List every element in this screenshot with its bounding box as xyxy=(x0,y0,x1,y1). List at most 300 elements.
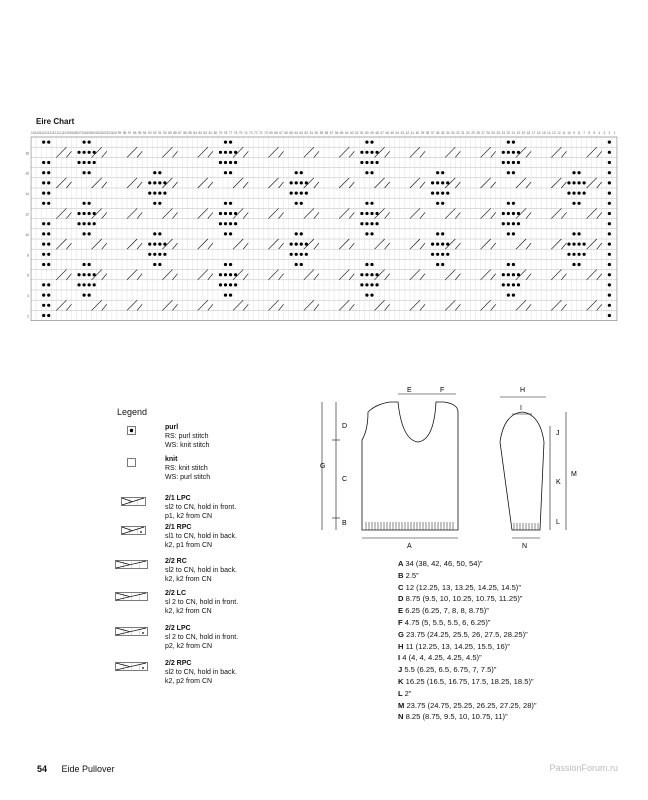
cable-slash xyxy=(208,182,213,188)
legend-item xyxy=(113,624,273,656)
purl-dot xyxy=(431,253,434,256)
purl-dot xyxy=(370,151,373,154)
label-J: J xyxy=(556,430,560,437)
purl-dot xyxy=(507,283,510,286)
purl-dot xyxy=(234,222,237,225)
col-label: 85 xyxy=(188,131,192,135)
purl-dot xyxy=(88,161,91,164)
purl-dot xyxy=(608,222,611,225)
cable-slash xyxy=(137,304,142,310)
purl-dot xyxy=(229,161,232,164)
purl-dot xyxy=(608,283,611,286)
legend-desc: sl2 to CN, hold in front. xyxy=(165,504,237,511)
cable-slash xyxy=(491,151,496,157)
purl-dot xyxy=(47,222,50,225)
legend-symbol xyxy=(115,662,149,672)
chart-grid xyxy=(31,137,617,321)
cable-slash xyxy=(526,243,531,249)
purl-dot xyxy=(42,202,45,205)
sleeve-ribbing xyxy=(514,523,538,530)
col-label: 57 xyxy=(329,131,334,135)
purl-dot xyxy=(42,192,45,195)
purl-dot xyxy=(224,212,227,215)
measurement-value: 4.75 (5, 5.5, 5.5, 6, 6.25)” xyxy=(404,617,491,627)
purl-dot xyxy=(47,294,50,297)
purl-dot xyxy=(365,202,368,205)
cable-slash xyxy=(597,182,602,188)
purl-dot xyxy=(77,283,80,286)
measurement-row xyxy=(398,664,536,676)
purl-dot xyxy=(295,243,298,246)
col-label: 3 xyxy=(603,131,606,135)
purl-dot xyxy=(507,171,510,174)
label-A: A xyxy=(407,543,412,550)
col-label: 51 xyxy=(360,131,364,135)
purl-dot xyxy=(42,304,45,307)
col-label: 93 xyxy=(147,131,152,135)
purl-dot xyxy=(436,181,439,184)
purl-dot xyxy=(42,263,45,266)
col-label: 4 xyxy=(598,131,601,135)
measurement-letter: A xyxy=(398,559,406,568)
purl-dot xyxy=(42,283,45,286)
purl-dot xyxy=(572,181,575,184)
measurement-value: 8.75 (9.5, 10, 10.25, 10.75, 11.25)” xyxy=(405,594,523,604)
purl-dot xyxy=(47,232,50,235)
col-label: 73 xyxy=(248,131,253,135)
purl-dot xyxy=(608,243,611,246)
cable-slash xyxy=(172,182,177,188)
col-label: 15 xyxy=(541,131,546,135)
purl-dot xyxy=(360,212,363,215)
purl-dot xyxy=(82,294,85,297)
purl-dot xyxy=(441,263,444,266)
purl-dot xyxy=(370,141,373,144)
cable-slash xyxy=(597,243,602,249)
cable-slash xyxy=(491,304,496,310)
purl-dot xyxy=(572,192,575,195)
purl-dot xyxy=(88,232,91,235)
purl-dot xyxy=(153,181,156,184)
cable-slash xyxy=(208,274,213,280)
cable-slash xyxy=(314,182,319,188)
measurement-letter: M xyxy=(398,700,407,710)
purl-dot xyxy=(577,171,580,174)
purl-dot xyxy=(431,192,434,195)
purl-dot xyxy=(88,141,91,144)
col-label: 83 xyxy=(198,131,203,135)
purl-dot xyxy=(567,192,570,195)
purl-dot xyxy=(148,243,151,246)
col-label: 25 xyxy=(491,131,495,135)
purl-dot xyxy=(82,232,85,235)
purl-dot xyxy=(295,171,298,174)
purl-dot xyxy=(572,171,575,174)
legend-desc: sl 2 to CN, hold in front. xyxy=(165,599,239,606)
purl-dot xyxy=(572,263,575,266)
cable-slash xyxy=(102,212,107,218)
col-label: 31 xyxy=(461,131,465,135)
purl-dot xyxy=(158,263,161,266)
col-label: 64 xyxy=(294,131,298,135)
col-label: 24 xyxy=(496,131,501,135)
label-N: N xyxy=(522,543,528,550)
purl-dot xyxy=(608,202,611,205)
row-label: 10 xyxy=(25,232,30,237)
col-label: 79 xyxy=(218,131,223,135)
purl-dot xyxy=(375,222,378,225)
purl-dot xyxy=(365,222,368,225)
purl-dot xyxy=(300,192,303,195)
col-label: 92 xyxy=(153,131,157,135)
cable-slash xyxy=(243,151,248,157)
col-label: 17 xyxy=(531,131,536,135)
purl-dot xyxy=(441,243,444,246)
purl-dot xyxy=(370,263,373,266)
col-label: 26 xyxy=(486,131,490,135)
purl-dot xyxy=(360,283,363,286)
measurement-row xyxy=(398,570,536,582)
purl-dot xyxy=(608,314,611,317)
cable-slash xyxy=(455,274,460,280)
col-label: 94 xyxy=(142,131,147,135)
purl-dot xyxy=(517,283,520,286)
purl-dot xyxy=(224,171,227,174)
purl-dot xyxy=(82,222,85,225)
purl-dot xyxy=(88,263,91,266)
purl-dot xyxy=(224,161,227,164)
col-label: 114 xyxy=(41,131,47,135)
purl-dot xyxy=(608,181,611,184)
purl-dot xyxy=(290,181,293,184)
col-label: 2 xyxy=(608,131,611,135)
purl-dot xyxy=(567,243,570,246)
cable-slash xyxy=(279,243,284,249)
cable-slash xyxy=(66,243,71,249)
measurement-value: 34 (38, 42, 46, 50, 54)” xyxy=(405,559,483,568)
purl-dot xyxy=(572,202,575,205)
measurement-row xyxy=(398,688,536,700)
purl-dot xyxy=(572,243,575,246)
purl-dot xyxy=(77,212,80,215)
col-label: 104 xyxy=(91,131,97,135)
col-label: 39 xyxy=(420,131,425,135)
purl-dot xyxy=(300,171,303,174)
measurement-value: 5.5 (6.25, 6.5, 6.75, 7, 7.5)” xyxy=(404,665,497,675)
legend-desc: sl1 to CN, hold in back. xyxy=(165,533,237,540)
purl-dot xyxy=(290,253,293,256)
purl-dot xyxy=(77,151,80,154)
purl-dot xyxy=(577,192,580,195)
col-label: 76 xyxy=(233,131,238,135)
col-label: 45 xyxy=(390,131,394,135)
cable-slash xyxy=(385,212,390,218)
col-label: 27 xyxy=(481,131,485,135)
purl-dot xyxy=(88,202,91,205)
purl-dot xyxy=(229,263,232,266)
col-label: 82 xyxy=(203,131,208,135)
body-ribbing xyxy=(366,522,453,530)
cable-slash xyxy=(420,182,425,188)
purl-dot xyxy=(512,151,515,154)
cable-slash xyxy=(420,243,425,249)
purl-dot xyxy=(441,171,444,174)
col-label: 61 xyxy=(309,131,314,135)
purl-dot xyxy=(229,294,232,297)
cable-slash xyxy=(420,304,425,310)
purl-dot xyxy=(229,273,232,276)
purl-dot xyxy=(82,141,85,144)
legend-name: 2/1 LPC xyxy=(165,495,191,502)
col-label: 8 xyxy=(578,131,580,135)
legend-desc: k2, k2 from CN xyxy=(165,576,212,583)
purl-dot xyxy=(47,202,50,205)
col-label: 67 xyxy=(279,131,283,135)
measurement-letter: N xyxy=(398,712,406,722)
purl-dot xyxy=(608,141,611,144)
row-label: 14 xyxy=(25,192,30,197)
col-label: 77 xyxy=(228,131,233,135)
cable-slash xyxy=(420,212,425,218)
legend-name: 2/1 RPC xyxy=(165,524,192,531)
purl-dot xyxy=(163,192,166,195)
col-label: 98 xyxy=(122,131,127,135)
purl-dot xyxy=(224,141,227,144)
col-label: 102 xyxy=(101,131,107,135)
purl-dot xyxy=(47,192,50,195)
purl-dot xyxy=(153,243,156,246)
purl-dot xyxy=(436,202,439,205)
purl-dot xyxy=(507,141,510,144)
col-label: 75 xyxy=(238,131,243,135)
col-label: 13 xyxy=(552,131,556,135)
cable-slash xyxy=(385,274,390,280)
purl-dot xyxy=(502,273,505,276)
col-label: 21 xyxy=(511,131,516,135)
purl-dot xyxy=(88,222,91,225)
measurement-letter: F xyxy=(398,617,405,627)
measurement-letter: L xyxy=(398,688,405,698)
col-label: 20 xyxy=(516,131,521,135)
cable-slash xyxy=(137,182,142,188)
col-label: 103 xyxy=(96,131,102,135)
col-label: 95 xyxy=(137,131,142,135)
purl-dot xyxy=(436,243,439,246)
col-label: 50 xyxy=(365,131,369,135)
purl-dot xyxy=(158,232,161,235)
legend-item xyxy=(113,589,273,621)
purl-dot xyxy=(507,202,510,205)
purl-dot xyxy=(431,243,434,246)
cable-slash xyxy=(314,274,319,280)
chart-title: Eire Chart xyxy=(36,117,75,126)
cable-slash xyxy=(385,182,390,188)
purl-dot xyxy=(512,202,515,205)
purl-dot xyxy=(47,171,50,174)
cable-slash xyxy=(66,212,71,218)
cable-slash xyxy=(597,304,602,310)
purl-dot xyxy=(360,273,363,276)
col-label: 110 xyxy=(61,131,67,135)
purl-dot xyxy=(507,232,510,235)
purl-dot xyxy=(608,151,611,154)
cable-slash xyxy=(561,304,566,310)
purl-dot xyxy=(370,161,373,164)
label-G: G xyxy=(320,463,326,470)
legend-desc: WS: knit stitch xyxy=(165,442,210,449)
cable-slash xyxy=(243,212,248,218)
purl-dot xyxy=(42,141,45,144)
purl-dot xyxy=(365,263,368,266)
col-label: 91 xyxy=(158,131,162,135)
col-label: 96 xyxy=(132,131,137,135)
purl-dot xyxy=(567,181,570,184)
purl-dot xyxy=(47,243,50,246)
cable-slash xyxy=(137,212,142,218)
cable-slash xyxy=(491,212,496,218)
measurement-value: 23.75 (24.75, 25.25, 26.25, 27.25, 28)” xyxy=(406,700,537,710)
purl-dot xyxy=(82,151,85,154)
purl-dot xyxy=(88,212,91,215)
eire-chart xyxy=(26,127,622,327)
measurement-row xyxy=(398,652,536,664)
purl-dot xyxy=(608,294,611,297)
purl-dot xyxy=(229,141,232,144)
measurement-row xyxy=(398,617,536,629)
col-label: 11 xyxy=(562,131,566,135)
label-H: H xyxy=(520,387,526,394)
purl-dot xyxy=(365,232,368,235)
measurements-list xyxy=(398,558,536,723)
purl-dot xyxy=(441,202,444,205)
cable-slash xyxy=(349,274,354,280)
cable-slash xyxy=(349,151,354,157)
purl-dot xyxy=(365,171,368,174)
purl-dot xyxy=(577,253,580,256)
cable-slash xyxy=(526,212,531,218)
cable-slash xyxy=(385,243,390,249)
col-label: 89 xyxy=(168,131,172,135)
purl-dot xyxy=(507,151,510,154)
purl-dot xyxy=(608,304,611,307)
purl-dot xyxy=(305,253,308,256)
cable-slash xyxy=(172,274,177,280)
col-label: 69 xyxy=(269,131,273,135)
col-label: 19 xyxy=(521,131,526,135)
purl-dot xyxy=(567,253,570,256)
purl-dot xyxy=(88,273,91,276)
col-label: 37 xyxy=(430,131,435,135)
purl-dot xyxy=(608,253,611,256)
measurement-row xyxy=(398,593,536,605)
col-label: 111 xyxy=(56,131,62,135)
purl-dot xyxy=(82,283,85,286)
purl-dot xyxy=(507,294,510,297)
col-label: 108 xyxy=(71,131,77,135)
col-label: 113 xyxy=(46,131,52,135)
purl-dot xyxy=(512,161,515,164)
cable-slash xyxy=(349,182,354,188)
row-label: 12 xyxy=(25,212,30,217)
measurement-value: 23.75 (24.25, 25.5, 26, 27.5, 28.25)” xyxy=(406,629,528,639)
purl-dot xyxy=(365,161,368,164)
col-label: 58 xyxy=(324,131,329,135)
purl-dot xyxy=(370,222,373,225)
cable-slash xyxy=(420,151,425,157)
purl-dot xyxy=(502,212,505,215)
measurement-letter: E xyxy=(398,606,406,616)
cable-slash xyxy=(279,151,284,157)
purl-dot xyxy=(295,192,298,195)
col-label: 116 xyxy=(31,131,37,135)
purl-dot xyxy=(88,294,91,297)
col-label: 86 xyxy=(183,131,187,135)
cable-slash xyxy=(208,304,213,310)
purl-dot xyxy=(224,222,227,225)
purl-dot xyxy=(77,273,80,276)
legend-desc: k2, k2 from CN xyxy=(165,608,212,615)
purl-dot xyxy=(365,151,368,154)
cable-slash xyxy=(420,274,425,280)
purl-dot xyxy=(224,273,227,276)
cable-slash xyxy=(102,151,107,157)
cable-slash xyxy=(526,182,531,188)
cable-slash xyxy=(597,274,602,280)
purl-dot xyxy=(507,161,510,164)
purl-dot xyxy=(158,171,161,174)
col-label: 29 xyxy=(471,131,475,135)
purl-dot xyxy=(229,222,232,225)
col-label: 32 xyxy=(456,131,460,135)
cable-slash xyxy=(314,151,319,157)
purl-dot xyxy=(229,212,232,215)
purl-dot xyxy=(158,243,161,246)
purl-dot xyxy=(82,202,85,205)
purl-dot xyxy=(88,171,91,174)
row-label: 2 xyxy=(27,314,30,319)
purl-dot xyxy=(370,283,373,286)
legend-name: 2/2 RC xyxy=(165,558,187,565)
col-label: 106 xyxy=(81,131,87,135)
purl-dot xyxy=(47,141,50,144)
purl-dot xyxy=(295,263,298,266)
purl-dot xyxy=(300,202,303,205)
cable-slash xyxy=(349,304,354,310)
cable-slash xyxy=(66,182,71,188)
purl-dot xyxy=(82,263,85,266)
purl-dot xyxy=(163,253,166,256)
purl-dot xyxy=(370,294,373,297)
purl-dot xyxy=(608,161,611,164)
purl-dot xyxy=(441,253,444,256)
col-label: 68 xyxy=(274,131,278,135)
label-F: F xyxy=(440,387,445,394)
measurement-letter: B xyxy=(398,570,406,580)
purl-dot xyxy=(234,161,237,164)
purl-dot xyxy=(512,171,515,174)
col-label: 88 xyxy=(173,131,177,135)
label-B: B xyxy=(342,520,347,527)
purl-dot xyxy=(295,202,298,205)
cable-slash xyxy=(455,304,460,310)
col-label: 54 xyxy=(344,131,349,135)
legend-desc: p1, k2 from CN xyxy=(165,513,213,520)
purl-dot xyxy=(229,171,232,174)
legend-desc: RS: purl stitch xyxy=(165,433,209,440)
purl-dot xyxy=(47,263,50,266)
purl-dot xyxy=(512,294,515,297)
purl-dot xyxy=(88,283,91,286)
